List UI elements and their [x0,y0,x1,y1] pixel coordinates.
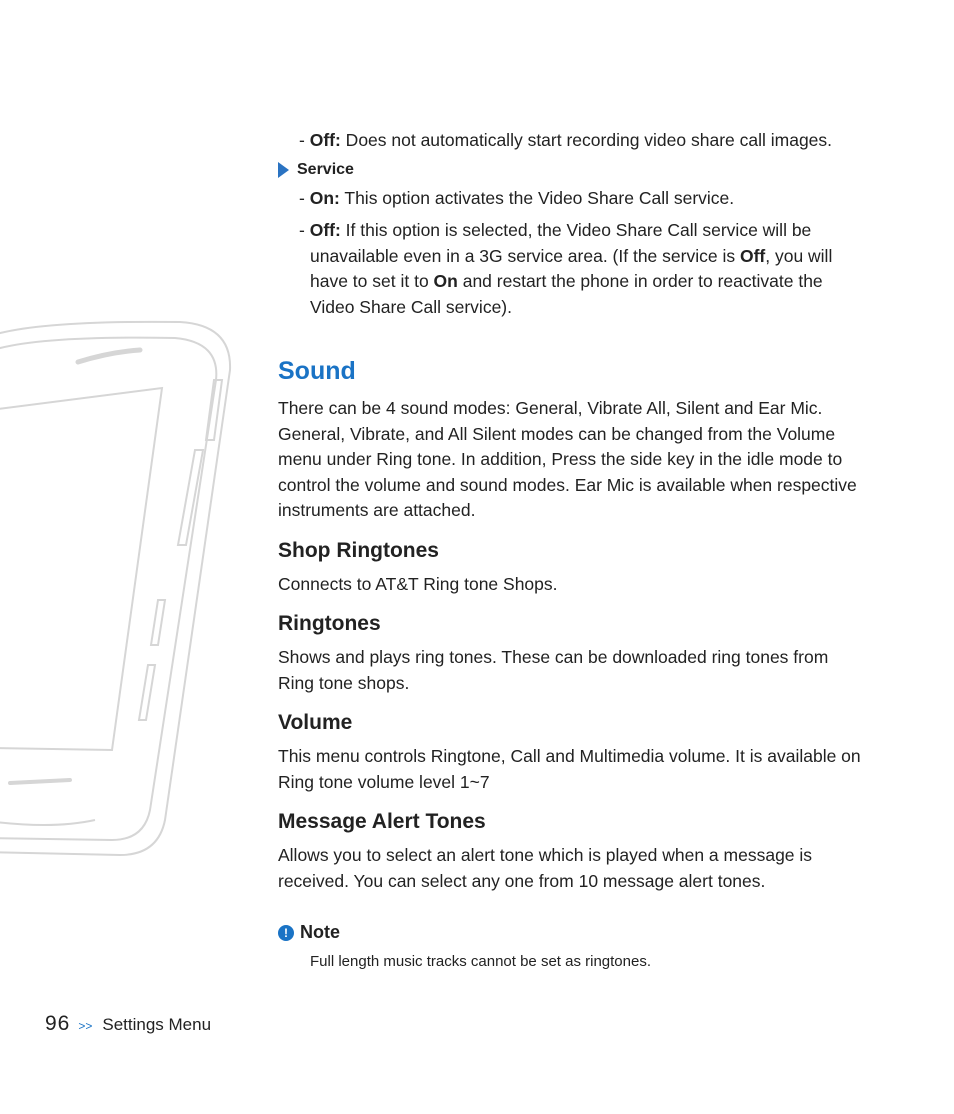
topic-title-shop-ringtones: Shop Ringtones [278,538,439,562]
note-heading [278,922,868,943]
main-content [278,128,868,973]
inline-bold: Off [739,245,766,266]
bullet-service-on: - On: This option activates the Video Share Call service. [299,187,735,208]
bullet-term: On: [309,187,340,208]
service-heading-label: Service [297,160,354,178]
inline-bold: On [433,271,458,291]
topic-title-ringtones: Ringtones [278,612,381,635]
bullet-term: Off: [309,220,341,240]
topic-title-volume: Volume [278,711,353,734]
chevron-separator-icon: >> [78,1019,93,1033]
bullet-text: If this option is selected, the Video Share Call service will be unavailable even in a 3G service area. (If the service is [310,220,812,266]
footer-section-label: Settings Menu [102,1015,212,1034]
sound-intro: There can be 4 sound modes: General, Vibrate All, Silent and Ear Mic. General, Vibrate, and All Silent modes can be changed from the Volume menu under Ring tone. In addition, Press the side key in the idle mode to control the volume and sound modes. Ear Mic is available when respective instruments are attached. [278,398,857,520]
service-heading [278,161,868,179]
phone-illustration [0,300,250,880]
bullet-off-recording: - Off: Does not automatically start recording video share call images. [299,130,833,150]
topic-title-message-alert-tones: Message Alert Tones [278,810,486,833]
topic-text-shop-ringtones: Connects to AT&T Ring tone Shops. [278,573,558,594]
topic-text-message-alert-tones: Allows you to select an alert tone which is played when a message is received. You can select any one from 10 message alert tones. [278,845,813,891]
bullet-service-off: - Off: If this option is selected, the Video Share Call service will be unavailable even in a 3G service area. (If the service is Off, you will have to set it to On and restart the phone in order to reactivate the Video Share Call service). [299,220,833,317]
bullet-text: and restart the phone in order to reactivate the Video Share Call service). [310,271,823,317]
note-title: Note [300,922,340,942]
bullet-text: This option activates the Video Share Call service. [339,187,735,208]
bullet-text: , you will have to set it to [310,245,833,291]
section-title-sound: Sound [278,357,356,385]
topic-text-volume: This menu controls Ringtone, Call and Multimedia volume. It is available on Ring tone volume level 1~7 [278,746,861,792]
topic-text-ringtones: Shows and plays ring tones. These can be downloaded ring tones from Ring tone shops. [278,647,829,693]
triangle-bullet-icon [278,162,289,178]
bullet-text: Does not automatically start recording video share call images. [340,130,833,150]
note-text: Full length music tracks cannot be set as ringtones. [310,953,652,970]
page-number: 96 [45,1012,71,1035]
page-footer [45,1012,211,1036]
info-icon: ! [278,925,294,941]
bullet-term: Off: [309,130,341,150]
